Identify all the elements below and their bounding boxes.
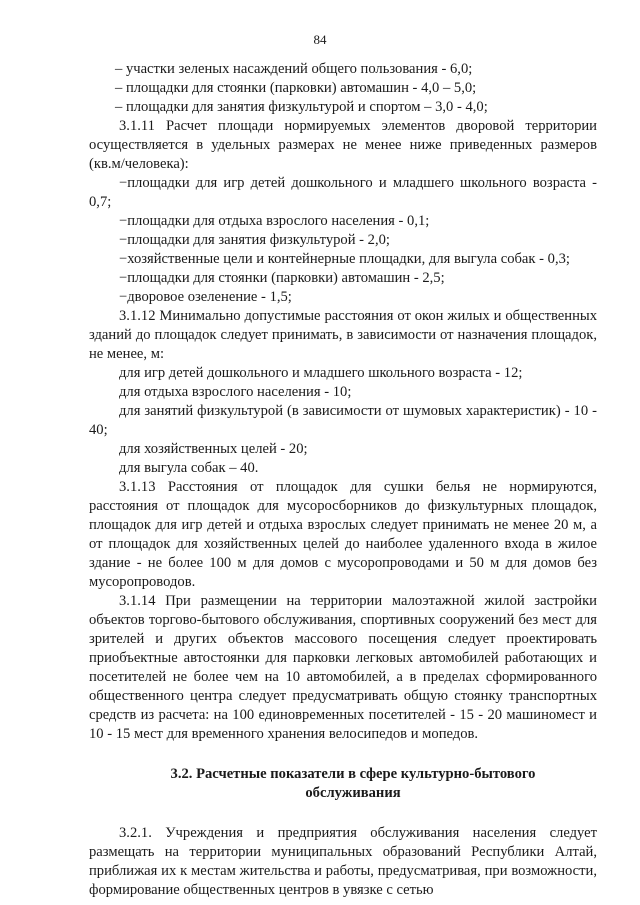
- paragraph-3-2-1: 3.2.1. Учреждения и предприятия обслуживания населения следует размещать на территории муниципальных образований Республики Алтай, приближая их к местам жительства и работы, предусматривая, при возможности, формирование общественных центров в увязке с сетью: [89, 825, 597, 898]
- paragraph-3-1-12: 3.1.12 Минимально допустимые расстояния от окон жилых и общественных зданий до площадок следует принимать, в зависимости от назначения площадок, не менее, м:: [89, 308, 597, 362]
- list-item: для хозяйственных целей - 20;: [119, 441, 308, 457]
- page-number: 84: [313, 32, 327, 47]
- section-heading: 3.2. Расчетные показатели в сфере культурно-бытового обслуживания: [170, 766, 536, 801]
- list-item: – площадки для стоянки (парковки) автомашин - 4,0 – 5,0;: [115, 80, 477, 96]
- paragraph-3-1-14: 3.1.14 При размещении на территории малоэтажной жилой застройки объектов торгово-бытового обслуживания, спортивных сооружений без мест для зрителей и других объектов массового посещения следует проектировать приобъектные автостоянки для парковки легковых автомобилей работающих и посетителей не более чем на 10 автомобилей, а в пределах сформированного общественного центра следует предусматривать общую стоянку транспортных средств из расчета: на 100 единовременных посетителей - 15 - 20 машиномест и 10 - 15 мест для временного хранения велосипедов и мопедов.: [89, 593, 597, 742]
- spacer: [89, 744, 597, 765]
- list-item: −дворовое озеленение - 1,5;: [119, 289, 292, 305]
- list-item: для игр детей дошкольного и младшего школьного возраста - 12;: [119, 365, 523, 381]
- paragraph-3-1-11: 3.1.11 Расчет площади нормируемых элементов дворовой территории осуществляется в удельных размерах не менее ниже приведенных размеров (кв.м/человека):: [89, 118, 597, 172]
- list-item: для занятий физкультурой (в зависимости от шумовых характеристик) - 10 - 40;: [89, 403, 597, 438]
- list-item: для отдыха взрослого населения - 10;: [119, 384, 352, 400]
- page-content: [89, 60, 597, 900]
- list-item: −площадки для стоянки (парковки) автомашин - 2,5;: [119, 270, 445, 286]
- list-item: −площадки для отдыха взрослого населения - 0,1;: [119, 213, 430, 229]
- list-item: −хозяйственные цели и контейнерные площадки, для выгула собак - 0,3;: [119, 251, 570, 267]
- spacer: [89, 803, 597, 824]
- paragraph-3-1-13: 3.1.13 Расстояния от площадок для сушки белья не нормируются, расстояния от площадок для мусоросборников до физкультурных площадок, площадок для игр детей и отдыха взрослых следует принимать не менее 20 м, а от площадок для хозяйственных целей до наиболее удаленного входа в жилое здание - не более 100 м для домов с мусоропроводами и 50 м для домов без мусоропроводов.: [89, 479, 597, 590]
- list-item: −площадки для занятия физкультурой - 2,0;: [119, 232, 390, 248]
- list-item: – площадки для занятия физкультурой и спортом – 3,0 - 4,0;: [115, 99, 488, 115]
- list-item: для выгула собак – 40.: [119, 460, 259, 476]
- list-item: – участки зеленых насаждений общего пользования - 6,0;: [115, 61, 473, 77]
- list-item: −площадки для игр детей дошкольного и младшего школьного возраста - 0,7;: [89, 175, 597, 210]
